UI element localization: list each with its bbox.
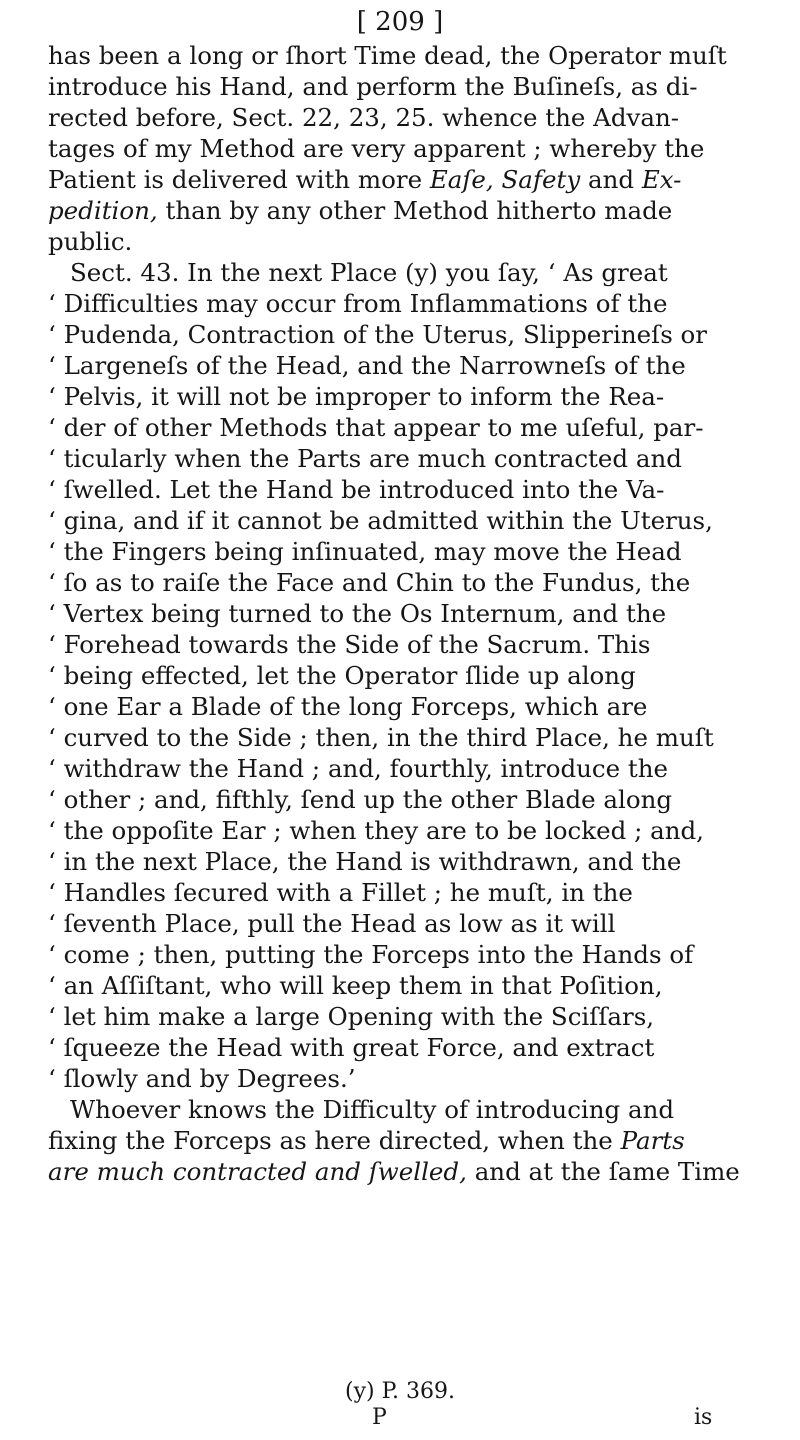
text-line: Patient is delivered with more Eaſe, Safety and Ex- xyxy=(48,165,682,194)
footnote: (y) P. 369. xyxy=(345,1379,455,1404)
text-line: ‘ Largeneſs of the Head, and the Narrowneſs of the xyxy=(48,351,686,380)
text-line: ‘ ſlowly and by Degrees.’ xyxy=(48,1064,356,1093)
text-line: ‘ ſo as to raiſe the Face and Chin to the Fundus, the xyxy=(48,568,691,597)
signature-mark: P xyxy=(372,1405,387,1430)
text-line: Whoever knows the Difficulty of introducing and xyxy=(70,1095,675,1124)
text-line: ‘ the Fingers being inſinuated, may move the Head xyxy=(48,537,682,566)
text-line: ‘ gina, and if it cannot be admitted within the Uterus, xyxy=(48,506,713,535)
body-text xyxy=(48,40,756,1187)
text-line: ‘ Pelvis, it will not be improper to inform the Rea- xyxy=(48,382,665,411)
text-line: ‘ in the next Place, the Hand is withdrawn, and the xyxy=(48,847,682,876)
text-line: introduce his Hand, and perform the Buſineſs, as di- xyxy=(48,72,698,101)
text-line: ‘ ſeventh Place, pull the Head as low as it will xyxy=(48,909,616,938)
text-line: Sect. 43. In the next Place (y) you ſay, ‘ As great xyxy=(70,258,668,287)
catchword: is xyxy=(694,1405,713,1430)
text-line: ‘ let him make a large Opening with the Sciſſars, xyxy=(48,1002,655,1031)
text-line: fixing the Forceps as here directed, when the Parts xyxy=(48,1126,685,1155)
text-line: ‘ Difficulties may occur from Inflammations of the xyxy=(48,289,668,318)
text-line: public. xyxy=(48,227,133,256)
text-line: ‘ ticularly when the Parts are much contracted and xyxy=(48,444,682,473)
text-line: ‘ ſqueeze the Head with great Force, and extract xyxy=(48,1033,655,1062)
page-number: [ 209 ] xyxy=(356,7,444,37)
text-line: pedition, than by any other Method hitherto made xyxy=(48,196,673,225)
text-line: ‘ an Aſſiſtant, who will keep them in that Poſition, xyxy=(48,971,663,1000)
text-line: has been a long or ſhort Time dead, the Operator muſt xyxy=(48,41,727,70)
text-line: ‘ being effected, let the Operator ſlide up along xyxy=(48,661,636,690)
text-line: ‘ der of other Methods that appear to me uſeful, par- xyxy=(48,413,704,442)
text-line: ‘ the oppoſite Ear ; when they are to be locked ; and, xyxy=(48,816,704,845)
text-line: ‘ curved to the Side ; then, in the third Place, he muſt xyxy=(48,723,714,752)
text-line: ‘ Forehead towards the Side of the Sacrum. This xyxy=(48,630,651,659)
text-line: ‘ Handles ſecured with a Fillet ; he muſt, in the xyxy=(48,878,633,907)
text-line: ‘ other ; and, fifthly, ſend up the other Blade along xyxy=(48,785,673,814)
text-line: ‘ ſwelled. Let the Hand be introduced into the Va- xyxy=(48,475,665,504)
text-line: ‘ come ; then, putting the Forceps into the Hands of xyxy=(48,940,694,969)
text-line: ‘ withdraw the Hand ; and, fourthly, introduce the xyxy=(48,754,669,783)
text-line: tages of my Method are very apparent ; whereby the xyxy=(48,134,705,163)
text-line: ‘ Pudenda, Contraction of the Uterus, Slipperineſs or xyxy=(48,320,708,349)
text-line: ‘ Vertex being turned to the Os Internum, and the xyxy=(48,599,667,628)
text-line: ‘ one Ear a Blade of the long Forceps, which are xyxy=(48,692,648,721)
text-line: rected before, Sect. 22, 23, 25. whence the Advan- xyxy=(48,103,680,132)
text-line: are much contracted and ſwelled, and at the ſame Time xyxy=(48,1157,740,1186)
